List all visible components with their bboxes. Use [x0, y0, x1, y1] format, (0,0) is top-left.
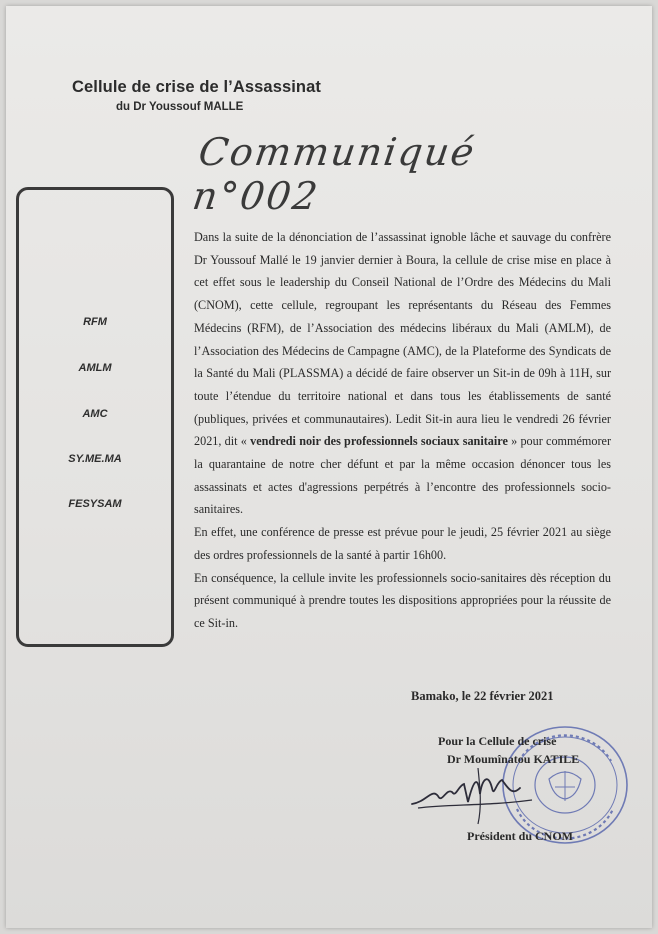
document-page	[6, 6, 652, 928]
paragraph-1	[194, 226, 611, 521]
member-amlm: AMLM	[78, 362, 112, 374]
signature-for-line: Pour la Cellule de crise	[438, 734, 557, 748]
place-date: Bamako, le 22 février 2021	[411, 689, 554, 703]
communique-body	[194, 226, 611, 635]
member-rfm: RFM	[83, 316, 107, 328]
member-symema: SY.ME.MA	[68, 453, 122, 465]
signatory-role: Président du CNOM	[467, 829, 573, 843]
member-amc: AMC	[82, 408, 108, 420]
paragraph-2: En effet, une conférence de presse est prévue pour le jeudi, 25 février 2021 au siège des ordres professionnels de la santé à partir 16h00.	[194, 525, 611, 562]
communique-title: Communiqué n°002	[189, 130, 479, 218]
paragraph-1-intro: Dans la suite de la dénonciation de l’assassinat ignoble lâche et sauvage du confrère Dr Youssouf Mallé le 19 janvier dernier à Boura, la cellule de crise mise en place à cet effet sous le leadership du Conseil National de l’Ordre des Médecins du Mali (CNOM), cette cellule, regroupant les représentants du Réseau des Femmes Médecins (RFM), de l’Association des médecins libéraux du Mali (AMLM), de l’Association des Médecins de Campagne (AMC), de la Plateforme des Syndicats de la Santé du Mali (PLASSMA) a décidé de faire observer un Sit-in de 09h à 11H, sur toute l’étendue du territoire national et dans tous les établissements de santé (publiques, privées et communautaires). Ledit Sit-in aura lieu le vendredi 26 février 2021, dit «	[194, 230, 611, 449]
signatory-name: Dr Moumînatou KATILE	[447, 752, 580, 766]
handwritten-signature	[408, 758, 538, 830]
paragraph-1-bold: vendredi noir des professionnels sociaux sanitaire	[250, 434, 508, 449]
organization-title: Cellule de crise de l’Assassinat	[72, 78, 321, 96]
paragraph-1-outro: » pour commémorer la quarantaine de notre cher défunt et par la même occasion dénoncer tous les assassinats et actes d'agressions perpétrés à l’encontre des professionnels socio-sanitaires.	[194, 434, 612, 517]
paragraph-3: En conséquence, la cellule invite les professionnels socio-sanitaires dès réception du présent communiqué à prendre toutes les dispositions appropriées pour la réussite de ce Sit-in.	[194, 570, 611, 630]
organization-subtitle: du Dr Youssouf MALLE	[116, 101, 244, 113]
member-fesysam: FESYSAM	[68, 498, 122, 510]
